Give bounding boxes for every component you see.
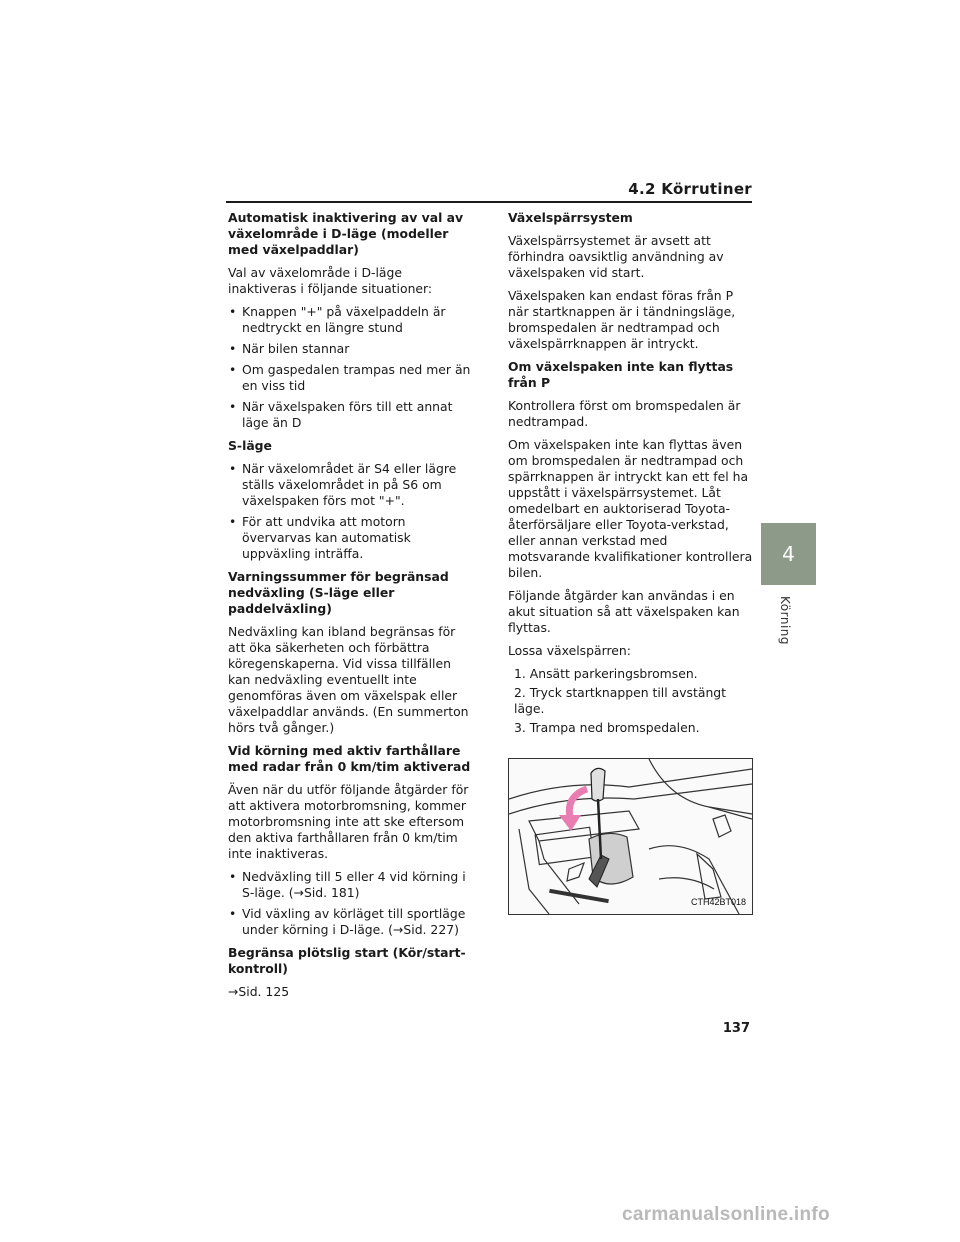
heading-lever-stuck: Om växelspaken inte kan flyttas från P bbox=[508, 359, 734, 390]
paragraph: Kontrollera först om bromspedalen är nedtrampad. bbox=[508, 398, 741, 429]
step-item: 3. Trampa ned bromspedalen. bbox=[514, 720, 700, 735]
paragraph: Växelspaken kan endast föras från P när startknappen är i tändningsläge, bromspedalen är nedtrampad och växelspärrknappen är intryckt. bbox=[508, 288, 736, 351]
page-number: 137 bbox=[722, 1021, 750, 1036]
list-item: • Nedväxling till 5 eller 4 vid körning i S-läge. (→Sid. 181) bbox=[228, 869, 473, 901]
paragraph: Lossa växelspärren: bbox=[508, 643, 631, 658]
bullet-list bbox=[228, 869, 473, 938]
step-list bbox=[508, 666, 753, 736]
heading-auto-deactivation: Automatisk inaktivering av val av växelområde i D-läge (modeller med växelpaddlar) bbox=[228, 210, 464, 257]
paragraph: Växelspärrsystemet är avsett att förhindra oavsiktlig användning av växelspaken vid start. bbox=[508, 233, 724, 280]
left-column bbox=[228, 210, 473, 1007]
paragraph: Följande åtgärder kan användas i en akut situation så att växelspaken kan flyttas. bbox=[508, 588, 740, 635]
bullet-list bbox=[228, 304, 473, 431]
figure-code: CTH42BT018 bbox=[690, 897, 746, 907]
list-item: • För att undvika att motorn övervarvas kan automatisk uppväxling inträffa. bbox=[228, 514, 473, 562]
header-divider bbox=[226, 201, 752, 203]
paragraph: Nedväxling kan ibland begränsas för att öka säkerheten och förbättra köregenskaperna. Vid vissa tillfällen kan nedväxling eventuellt inte genomföras även om växelspak eller växelpaddlar används. (En summerton hörs två gånger.) bbox=[228, 624, 469, 735]
watermark: carmanualsonline.info bbox=[622, 1204, 830, 1225]
shift-lock-release-illustration bbox=[508, 758, 753, 915]
heading-downshift-buzzer: Varningssummer för begränsad nedväxling (S-läge eller paddelväxling) bbox=[228, 569, 449, 616]
heading-radar-cruise: Vid körning med aktiv farthållare med radar från 0 km/tim aktiverad bbox=[228, 743, 471, 774]
heading-s-mode: S-läge bbox=[228, 438, 272, 453]
step-item: 2. Tryck startknappen till avstängt läge. bbox=[514, 685, 727, 716]
paragraph: Även när du utför följande åtgärder för att aktivera motorbromsning, kommer motorbromsning inte att ske eftersom den aktiva farthållaren från 0 km/tim inte inaktiveras. bbox=[228, 782, 469, 861]
list-item: • När bilen stannar bbox=[228, 341, 473, 357]
chapter-number: 4 bbox=[782, 542, 795, 566]
console-drawing bbox=[509, 759, 752, 914]
section-title: 4.2 Körrutiner bbox=[628, 180, 752, 198]
list-item: • När växelspaken förs till ett annat läge än D bbox=[228, 399, 473, 431]
paragraph: Val av växelområde i D-läge inaktiveras i följande situationer: bbox=[228, 265, 433, 296]
list-item: • Vid växling av körläget till sportläge under körning i D-läge. (→Sid. 227) bbox=[228, 906, 473, 938]
chapter-label: Körning bbox=[778, 596, 792, 645]
list-item: • Om gaspedalen trampas ned mer än en viss tid bbox=[228, 362, 473, 394]
right-column bbox=[508, 210, 753, 915]
paragraph: Om växelspaken inte kan flyttas även om bromspedalen är nedtrampad och spärrknappen är intryckt kan ett fel ha uppstått i växelspärrsystemet. Låt omedelbart en auktoriserad Toyota-återförsäljare eller Toyota-verkstad, eller annan verkstad med motsvarande kvalifikationer kontrollera bilen. bbox=[508, 437, 753, 580]
heading-shift-lock: Växelspärrsystem bbox=[508, 210, 633, 225]
step-item: 1. Ansätt parkeringsbromsen. bbox=[514, 666, 698, 681]
bullet-list bbox=[228, 461, 473, 562]
chapter-tab[interactable] bbox=[761, 523, 816, 585]
page-reference-link[interactable]: →Sid. 125 bbox=[228, 984, 290, 999]
heading-sudden-start: Begränsa plötslig start (Kör/start-kontroll) bbox=[228, 945, 466, 976]
list-item: • När växelområdet är S4 eller lägre ställs växelområdet in på S6 om växelspaken förs mot "+". bbox=[228, 461, 473, 509]
list-item: • Knappen "+" på växelpaddeln är nedtryckt en längre stund bbox=[228, 304, 473, 336]
